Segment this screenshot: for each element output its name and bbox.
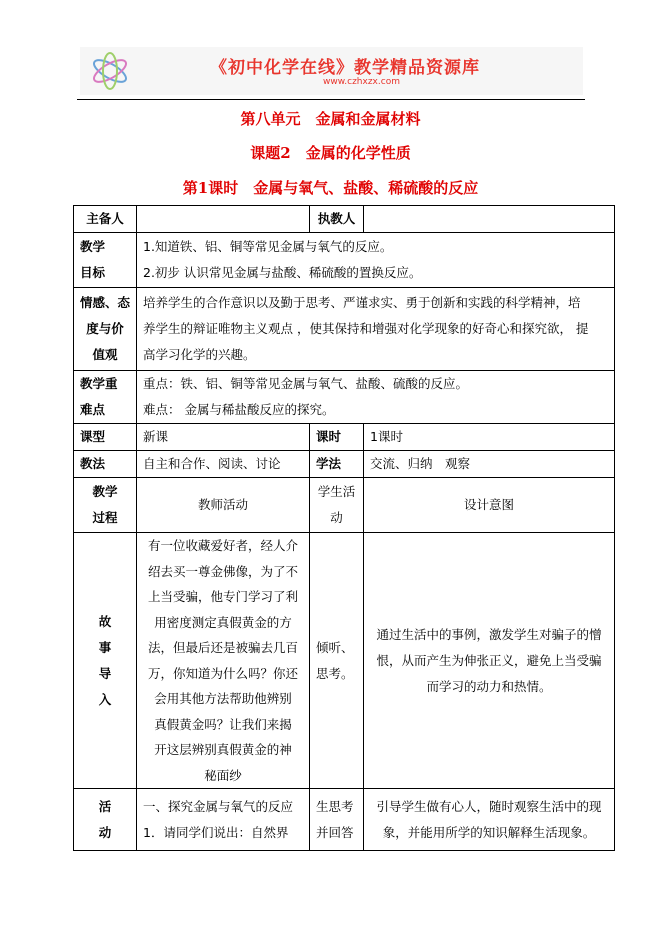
- story-intent: 通过生活中的事例，激发学生对骗子的憎 恨，从而产生为伸张正义，避免上当受骗 而学习的动力和热情。: [364, 533, 615, 789]
- teacher-activity-header: 教师活动: [137, 478, 310, 533]
- student-activity-header: 学生活 动: [310, 478, 364, 533]
- activity-teacher: 一、探究金属与氧气的反应 1．请同学们说出：自然界: [137, 789, 310, 851]
- unit-title: 第八单元 金属和金属材料: [240, 110, 421, 128]
- teacher-label: 执教人: [310, 206, 364, 233]
- type-label: 课型: [74, 424, 137, 451]
- intent-header: 设计意图: [364, 478, 615, 533]
- preparer-value: [137, 206, 310, 233]
- type-value: 新课: [137, 424, 310, 451]
- story-label: 故 事 导 入: [74, 533, 137, 789]
- method-label: 教法: [74, 451, 137, 478]
- attitude-value: 培养学生的合作意识以及勤于思考、严谨求实、勇于创新和实践的科学精神，培 养学生的辩证唯物主义观点 ，使其保持和增强对化学现象的好奇心和探究欲， 提 高学习化学的兴趣。: [137, 288, 615, 371]
- goals-value: 1.知道铁、铝、铜等常见金属与氧气的反应。 2.初步 认识常见金属与盐酸、稀硫酸的置换反应。: [137, 233, 615, 288]
- banner-title: 《初中化学在线》教学精品资源库: [210, 58, 480, 78]
- key-value: 重点：铁、铝、铜等常见金属与氧气、盐酸、硫酸的反应。 难点： 金属与稀盐酸反应的探究。: [137, 371, 615, 424]
- key-label: 教学重 难点: [74, 371, 137, 424]
- teacher-value: [364, 206, 615, 233]
- story-teacher: 有一位收藏爱好者，经人介 绍去买一尊金佛像，为了不 上当受骗，他专门学习了利 用密度测定真假黄金的方 法，但最后还是被骗去几百 万，你知道为什么吗？你还 会用其他方法帮助他辨别 真假黄金吗？让我们来揭 开这层辨别真假黄金的神 秘面纱: [137, 533, 310, 789]
- hours-label: 课时: [310, 424, 364, 451]
- method-value: 自主和合作、阅读、讨论: [137, 451, 310, 478]
- activity-label: 活 动: [74, 789, 137, 851]
- header-banner: [80, 47, 583, 95]
- attitude-label: 情感、态 度与价 值观: [74, 288, 137, 371]
- period-title: 第1课时 金属与氧气、盐酸、稀硫酸的反应: [182, 179, 479, 197]
- study-value: 交流、归纳 观察: [364, 451, 615, 478]
- lesson-plan-table: [73, 205, 615, 851]
- header-divider: [77, 99, 585, 100]
- story-student: 倾听、 思考。: [310, 533, 364, 789]
- process-label: 教学 过程: [74, 478, 137, 533]
- preparer-label: 主备人: [74, 206, 137, 233]
- hours-value: 1课时: [364, 424, 615, 451]
- banner-url: www.czhxzx.com: [323, 77, 400, 87]
- study-label: 学法: [310, 451, 364, 478]
- activity-student: 生思考 并回答: [310, 789, 364, 851]
- activity-intent: 引导学生做有心人，随时观察生活中的现 象，并能用所学的知识解释生活现象。: [364, 789, 615, 851]
- lesson-title: 课题2 金属的化学性质: [250, 144, 411, 162]
- goals-label: 教学 目标: [74, 233, 137, 288]
